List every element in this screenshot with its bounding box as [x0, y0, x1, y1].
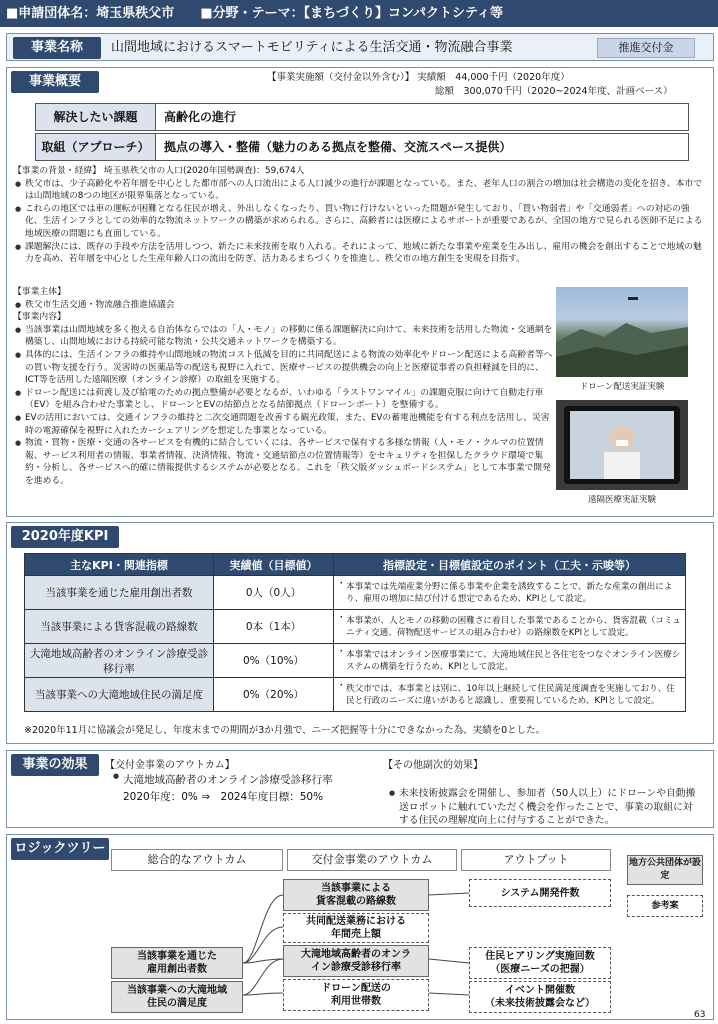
body-title: 【事業主体】 [13, 287, 66, 297]
kpi-point: ・ 本事業ではオンライン医療事業にて、大滝地域住民と各住宅をつなぐオンライン医療システムの構築を行うため、KPIとして設定。 [334, 644, 686, 678]
overview-label: 事業概要 [11, 71, 99, 93]
output-events: イベント開催数 （未来技術披露会など） [469, 981, 611, 1013]
effect-section [6, 750, 714, 828]
outcome-mixed-routes: 当該事業による 貨客混載の路線数 [283, 879, 429, 911]
table-row [25, 576, 686, 610]
background-title: 【事業の背景・経緯】 埼玉県秩父市の人口(2020年国勢調査)：59,674人 [13, 166, 305, 176]
kpi-header-row [25, 554, 686, 576]
effect-left-item: ● 大滝地域高齢者のオンライン診療受診移行率 [111, 772, 371, 787]
project-title: 山間地域におけるスマートモビリティによる生活交通・物流融合事業 [111, 40, 513, 55]
kpi-header-cell: 実績値（目標値） [214, 554, 334, 576]
kpi-value: 0本（1本） [214, 610, 334, 644]
grant-tag: 推進交付金 [597, 38, 695, 58]
drone-photo-graphic [556, 287, 688, 377]
effect-right-item: ● 未来技術披露会を開催し、参加者（50人以上）にドローンや自動搬送ロボットに触れていただく機会を作ったことで、事業の取組に対する住民の理解度向上に付与することができた。 [387, 787, 697, 828]
column-output: アウトプット [461, 849, 611, 871]
issue-value: 高齢化の進行 [164, 110, 237, 124]
issue-row [35, 103, 689, 131]
kpi-header-cell: 主なKPI・関連指標 [25, 554, 214, 576]
table-row [25, 644, 686, 678]
kpi-point: ・ 本事業が、人とモノの移動の困難さに着目した事業であることから、貨客混載（コミュニティ交通、荷物配送サービスの組み合わせ）の路線数をKPIとして設定。 [334, 610, 686, 644]
column-grant-outcome: 交付金事業のアウトカム [287, 849, 457, 871]
logic-tree-label: ロジックツリー [11, 838, 109, 860]
kpi-name: 大滝地域高齢者のオンライン診療受診移行率 [25, 644, 214, 678]
background-item: ● これらの地区では車の運転が困難となる住民が増え、外出しなくなったり、買い物に行けないといった問題が発生しており、「買い物弱者」や「交通弱者」への対応の強化、生活インフラとしての効率的な物流ネットワークの構築が求められる。さらに、高齢者には医療によるサポートが重要であるが、全国の地方で見られる医師不足による地域医療の問題にも直面している。 [13, 203, 703, 241]
outcome-drone-households: ドローン配送の 利用世帯数 [283, 979, 429, 1011]
telemedicine-photo-graphic [556, 400, 688, 490]
issue-key: 解決したい課題 [36, 104, 156, 130]
approach-key: 取組（アプローチ） [36, 134, 156, 160]
drone-photo-caption: ドローン配送実証実験 [579, 382, 665, 392]
column-overall-outcome: 総合的なアウトカム [111, 849, 283, 871]
kpi-name: 当該事業を通じた雇用創出者数 [25, 576, 214, 610]
content-item: ● 具体的には、生活インフラの維持や山間地域の物流コスト低減を目的に共同配送による物流の効率化やドローン配送による高齢者等への買い物支援を行う。災害時の医薬品等の配送も視野に入れて、医療サービスの提供機会の向上と医療従事者の負担軽減を目的に、ICT等を活用した遠隔医療（オンライン診療）の取組を実施する。 [13, 349, 553, 387]
telemedicine-photo-caption: 遠隔医療実証実験 [587, 495, 656, 505]
kpi-point: ・ 本事業では先端産業分野に係る事業や企業を誘致することで、新たな産業の創出により、雇用の増加に結び付ける想定であるため、KPIとして設定。 [334, 576, 686, 610]
cost-line-2: 総額 300,070千円（2020~2024年度、計画ベース） [435, 86, 673, 97]
project-label: 事業名称 [13, 37, 101, 59]
effect-label: 事業の効果 [11, 754, 99, 776]
background-item: ● 課題解決には、既存の手段や方法を活用しつつ、新たに未来技術を取り入れる。それによって、地域に新たな事業や産業を生み出し、雇用の機会を創出することで地域の魅力を高め、若年層を中心とした生産年齢人口の流出を防ぎ、活力あるまちづくりを推進し、秩父市の地方創生を実現を目指す。 [13, 241, 703, 266]
field-theme: ■分野・テーマ：【まちづくり】コンパクトシティ等 [200, 6, 504, 21]
body-item: ● 秩父市生活交通・物流融合推進協議会 [13, 299, 553, 312]
table-row [25, 678, 686, 712]
telemedicine-photo [556, 400, 688, 490]
kpi-name: 当該事業への大滝地域住民の満足度 [25, 678, 214, 712]
content-item: ● 当該事業は山間地域を多く抱える自治体ならではの「人・モノ」の移動に係る課題解決に向けて、未来技術を活用した物流・交通網を構築し、山間地域における持続可能な物流・公共交通ネットワークを構築する。 [13, 324, 553, 349]
outcome-satisfaction: 当該事業への大滝地域 住民の満足度 [111, 981, 243, 1013]
outcome-employment: 当該事業を通じた 雇用創出者数 [111, 947, 243, 979]
cost-line-1: 【事業実施額（交付金以外含む）】 実績額 44,000千円（2020年度） [267, 72, 570, 83]
outcome-online-medical-rate: 大滝地域高齢者のオンラ イン診療受診移行率 [283, 945, 429, 977]
effect-left-title: 【交付金事業のアウトカム】 [105, 760, 235, 771]
project-section [6, 33, 714, 61]
kpi-note: ※2020年11月に協議会が発足し、年度末までの期間が3か月強で、ニーズ把握等十分にできなかった為、実績を0とした。 [24, 725, 546, 736]
background-block [13, 165, 703, 266]
effect-right-title: 【その他副次的効果】 [383, 760, 483, 771]
approach-row [35, 133, 689, 161]
table-row [25, 610, 686, 644]
approach-value: 拠点の導入・整備（魅力のある拠点を整備、交流スペース提供） [164, 140, 512, 154]
page-number: 63 [694, 1010, 706, 1020]
effect-left-sub: 2020年度：0% ⇒ 2024年度目標：50% [123, 791, 324, 803]
outcome-joint-delivery-sales: 共同配送業務における 年間売上額 [283, 913, 429, 943]
content-title: 【事業内容】 [13, 312, 66, 323]
legend-municipality: 地方公共団体が設定 [627, 855, 703, 885]
output-hearings: 住民ヒアリング実施回数 （医療ニーズの把握） [469, 947, 611, 979]
kpi-label: 2020年度KPI [11, 526, 119, 548]
logic-tree-section [6, 834, 714, 1020]
output-system-development: システム開発件数 [469, 879, 611, 907]
kpi-value: 0%（20%） [214, 678, 334, 712]
kpi-value: 0%（10%） [214, 644, 334, 678]
content-item: ● EVの活用においては、交通インフラの維持と二次交通問題を改善する観光政策、また、EVの蓄電池機能を有する利点を活用し、災害時の電源確保を視野に入れたカーシェアリングを想定した事業となっている。 [13, 412, 553, 437]
content-item: ● 物流・買物・医療・交通の各サービスを有機的に結合していくには、各サービスで保有する多様な情報（人・モノ・クルマの位置情報、サービス利用者の情報、事業者情報、決済情報、物流・交通結節点の位置情報等）をセキュリティを担保したクラウド環境で集約・分析し、各サービスへ的確に情報提供するシステムが必要となる。これを「秩父版ダッシュボードシステム」として本事業で開発を進める。 [13, 437, 553, 487]
legend-reference: 参考案 [627, 895, 703, 917]
kpi-table [24, 553, 686, 712]
content-block [13, 286, 553, 488]
content-item: ● ドローン配送には荷渡し及び給電のための拠点整備が必要となるが、いわゆる「ラストワンマイル」の課題克服に向けて自動走行車（EV）を組み合わせた事業とし、ドローンとEVの結節点となる結節拠点（ドローンポート）を整備する。 [13, 387, 553, 412]
kpi-value: 0人（0人） [214, 576, 334, 610]
kpi-name: 当該事業による貨客混載の路線数 [25, 610, 214, 644]
applicant-name: ■申請団体名：埼玉県秩父市 [6, 6, 175, 21]
kpi-header-cell: 指標設定・目標値設定のポイント（工夫・示唆等） [334, 554, 686, 576]
page-header [0, 0, 718, 27]
kpi-point: ・ 秩父市では、本事業とは別に、10年以上継続して住民満足度調査を実施しており、住民と行政のニーズに違いがあると認識し、重要視しているため、KPIとして設定。 [334, 678, 686, 712]
background-item: ● 秩父市は、少子高齢化や若年層を中心とした都市部への人口流出による人口減少の進行が課題となっている。また、老年人口の割合の増加は社会構造の変化を招き、本市では山間地域の8つの地区が限界集落となっている。 [13, 178, 703, 203]
drone-photo [556, 287, 688, 377]
